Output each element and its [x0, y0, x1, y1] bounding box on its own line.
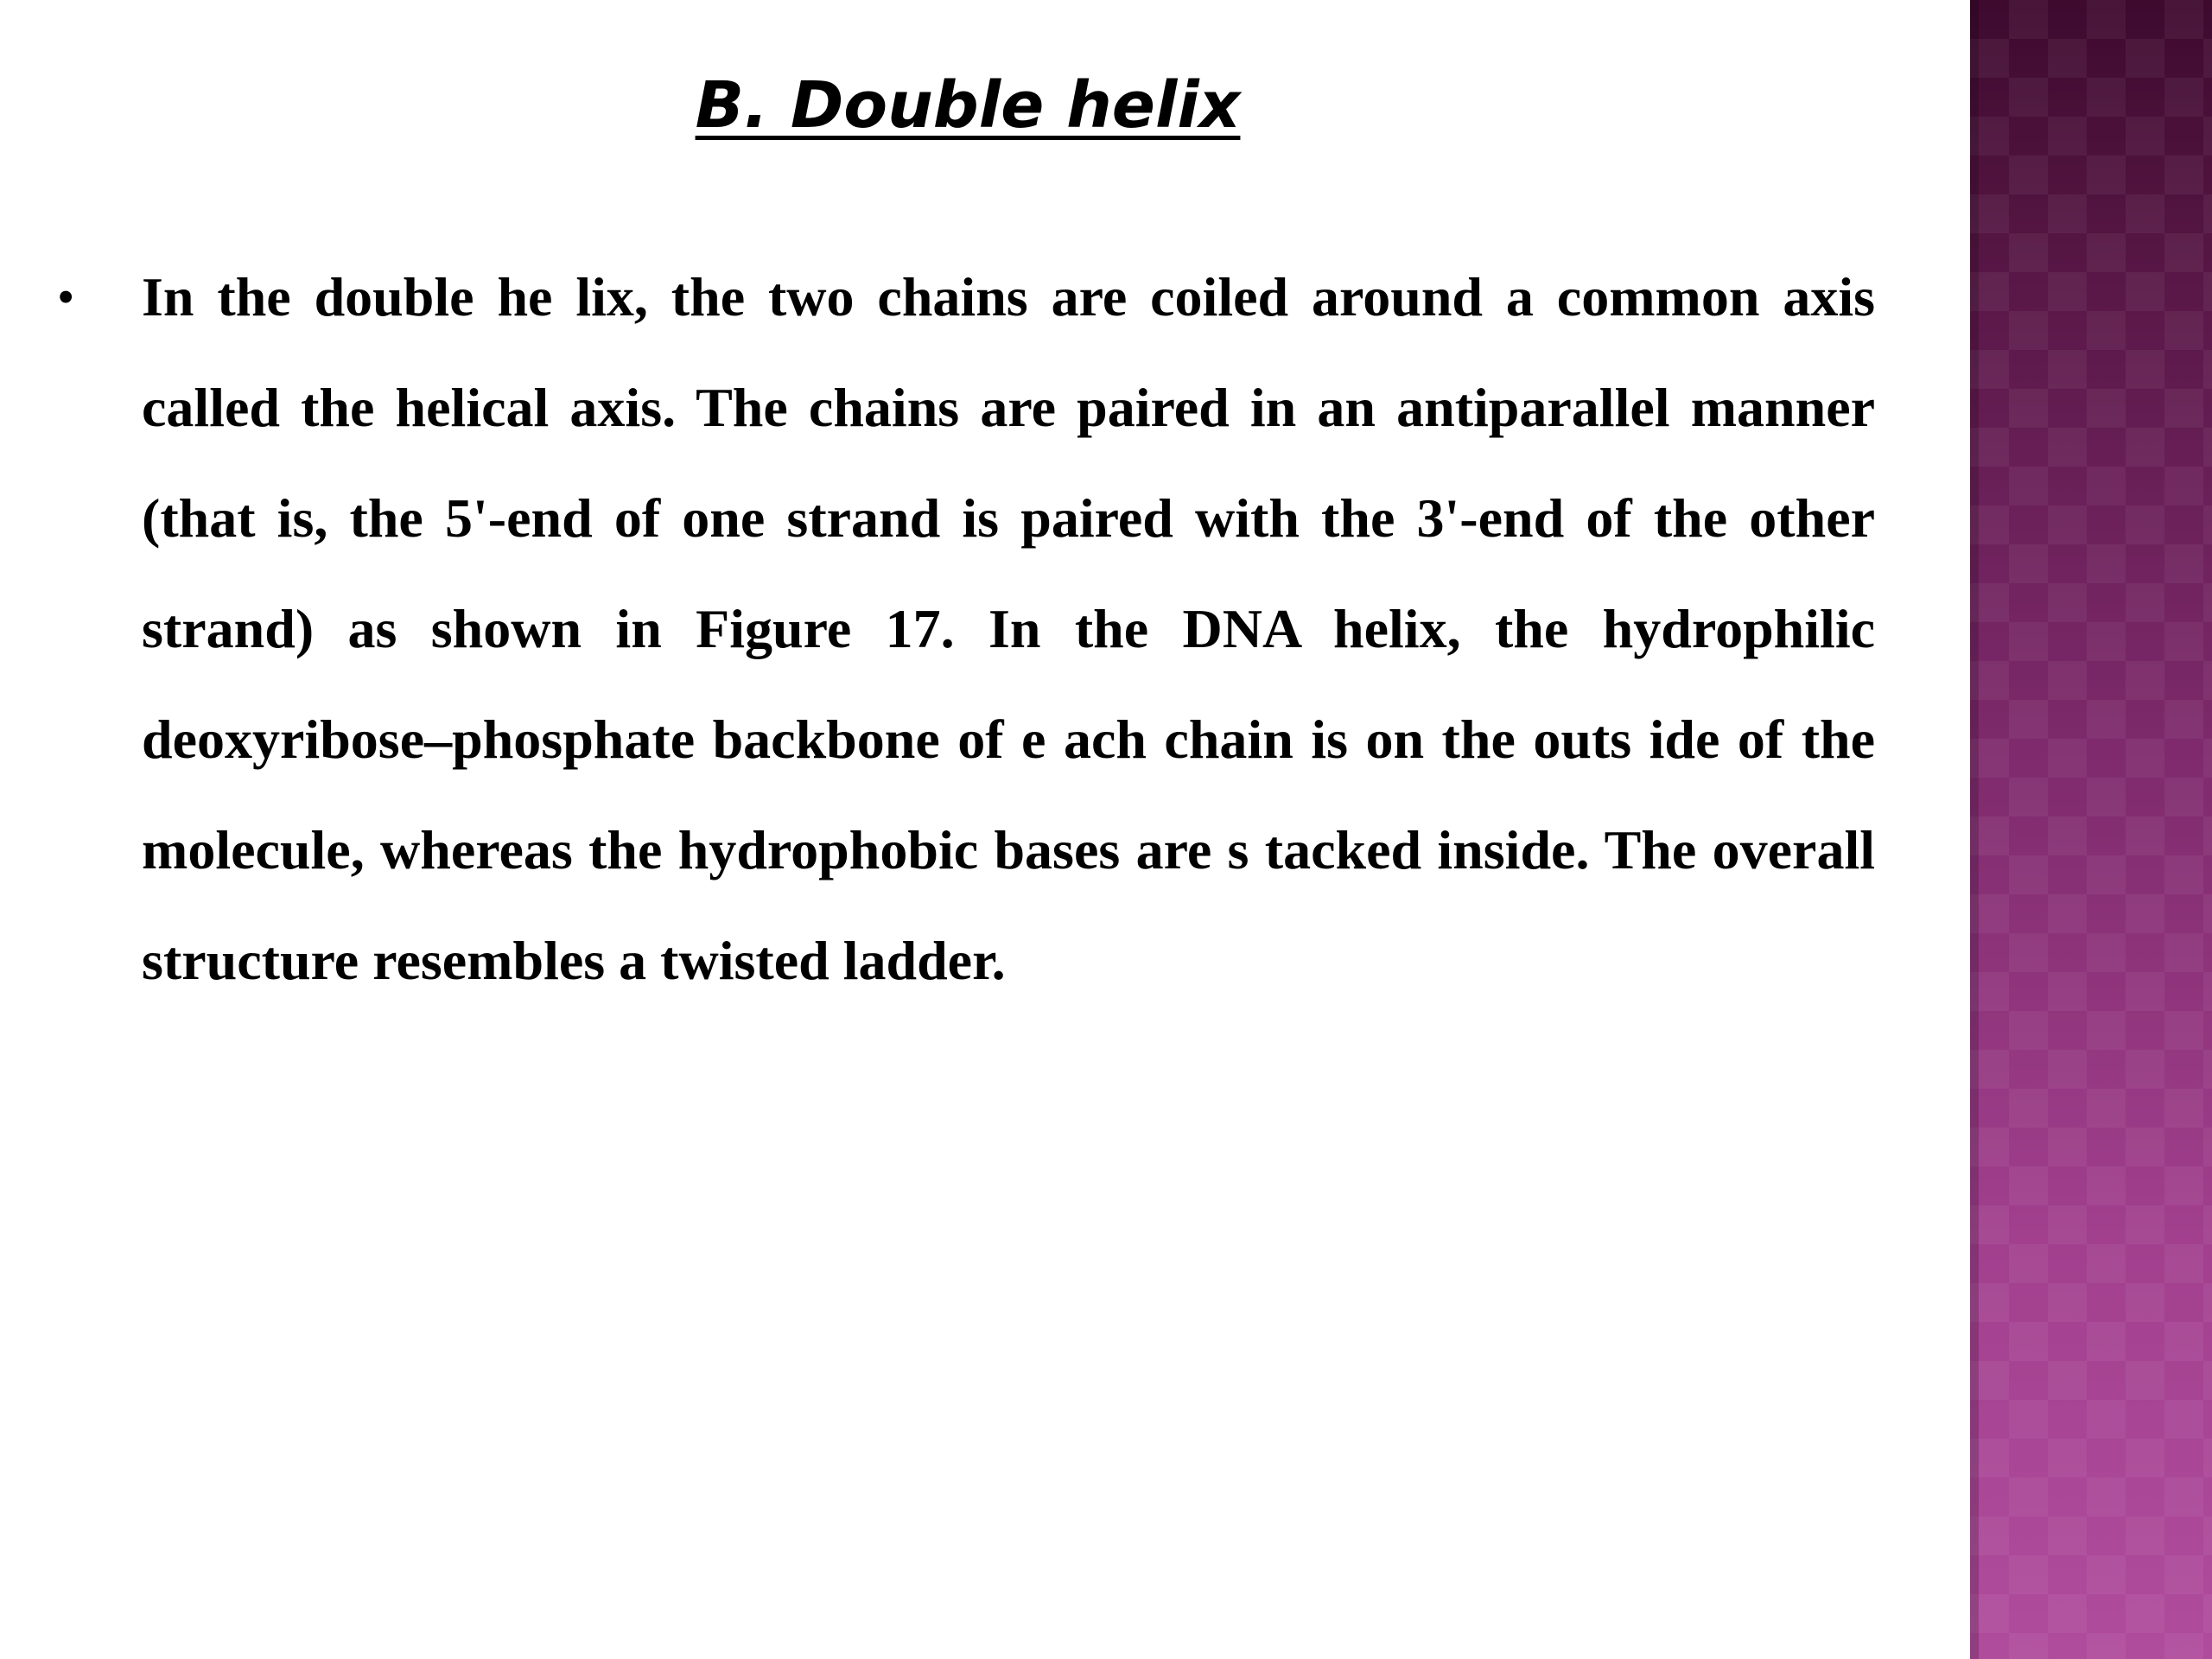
slide-title — [0, 67, 1936, 144]
bullet-text: In the double he lix, the two chains are coiled around a common axis called the helical axis. The chains are paired in an antiparallel manner (that is, the 5'-end of one strand is paired with the 3'-end of the other strand) as shown in Figure 17. In the DNA helix, the hydrophilic deoxyribose–phosphate backbone of e ach chain is on the outs ide of the molecule, whereas the hydrophobic bases are s tacked inside. The overall structure resembles a twisted ladder. — [142, 266, 1875, 991]
slide-body — [52, 242, 1875, 1016]
bullet-marker: • — [57, 269, 75, 325]
slide-title-text: B. Double helix — [695, 68, 1241, 143]
bullet-item — [52, 242, 1875, 1016]
decorative-side-band — [1970, 0, 2212, 1659]
